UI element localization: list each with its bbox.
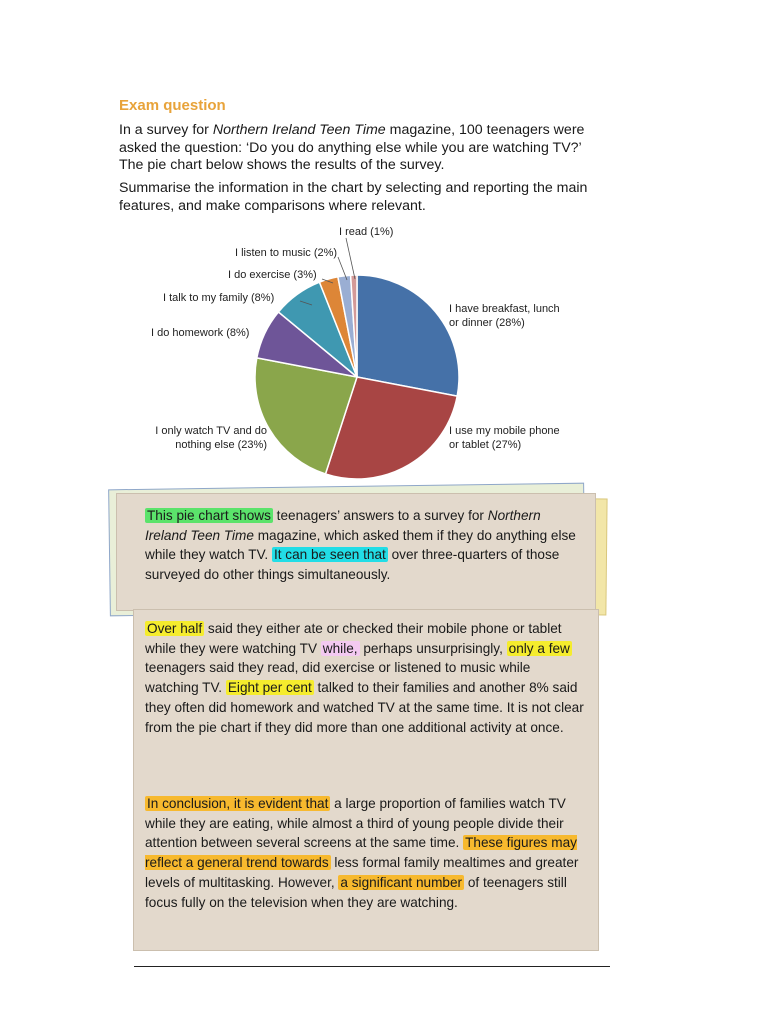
highlight-eight-per-cent: Eight per cent bbox=[227, 680, 312, 696]
label-watch-only-line2: nothing else (23%) bbox=[175, 439, 267, 451]
highlight-significant-number: a significant number bbox=[340, 874, 463, 890]
highlight-these-figures: These figures may reflect a general trend towards bbox=[145, 835, 577, 871]
label-breakfast-line1: I have breakfast, lunch bbox=[449, 303, 560, 315]
label-talk-family: I talk to my family (8%) bbox=[163, 292, 275, 304]
exam-instruction-text: Summarise the information in the chart by selecting and reporting the main features, and make comparisons where relevant. bbox=[119, 180, 588, 214]
highlight-in-conclusion: In conclusion, it is evident that bbox=[147, 796, 329, 811]
label-read: I read (1%) bbox=[339, 226, 394, 238]
answer-text: said they either ate or checked their mobile phone or tablet while they were watching TV bbox=[145, 621, 562, 656]
label-phone-line1: I use my mobile phone bbox=[449, 425, 560, 437]
label-phone-line2: or tablet (27%) bbox=[449, 439, 522, 451]
answer-text: magazine, which asked them if they do anything else while they watch TV. bbox=[145, 527, 576, 563]
pie-slice-1 bbox=[357, 275, 459, 396]
highlight-it-can-be-seen: It can be seen that bbox=[273, 547, 386, 563]
answer-paragraph-1 bbox=[145, 506, 585, 585]
magazine-title: Northern Ireland Teen Time bbox=[212, 122, 386, 138]
label-breakfast-line2: or dinner (28%) bbox=[449, 317, 525, 329]
answer-paragraph-2 bbox=[145, 619, 585, 737]
answer-text: talked to their families and another 8% said they often did homework and watched TV at the same time. It is not clear from the pie chart if they did more than one additional activity at once. bbox=[145, 680, 584, 735]
label-exercise: I do exercise (3%) bbox=[228, 269, 317, 281]
answer-text: a large proportion of families watch TV while they are eating, while almost a third of young people divide their attention between several screens at the same time. bbox=[145, 796, 566, 851]
exam-question-text bbox=[119, 122, 599, 175]
answer-text: less formal family mealtimes and greater levels of multitasking. However, bbox=[145, 855, 579, 890]
magazine-title-answer: Northern Ireland Teen Time bbox=[145, 508, 541, 543]
intro-text-b: magazine, 100 teenagers were asked the question: ‘Do you do anything else while you are watching TV?’ The pie chart below shows the results of the survey. bbox=[119, 122, 585, 173]
bottom-rule bbox=[134, 966, 610, 967]
answer-text: perhaps unsurprisingly, bbox=[359, 640, 507, 656]
answer-text: of teenagers still focus fully on the television when they are watching. bbox=[145, 874, 567, 910]
highlight-over-half: Over half bbox=[147, 621, 203, 636]
answer-paragraph-3 bbox=[145, 794, 585, 912]
pie-slices bbox=[255, 275, 459, 479]
highlight-only-a-few: only a few bbox=[508, 640, 570, 656]
intro-text-a: In a survey for bbox=[119, 122, 213, 138]
pie-chart bbox=[0, 215, 768, 485]
label-listen-music: I listen to music (2%) bbox=[235, 247, 338, 259]
label-homework: I do homework (8%) bbox=[151, 327, 250, 339]
answer-text: over three-quarters of those surveyed do other things simultaneously. bbox=[145, 547, 560, 583]
highlight-this-pie-chart-shows: This pie chart shows bbox=[147, 508, 271, 523]
label-watch-only-line1: I only watch TV and do bbox=[155, 425, 267, 437]
answer-text: teenagers’ answers to a survey for bbox=[272, 508, 488, 523]
exam-question-heading: Exam question bbox=[119, 97, 226, 114]
answer-text: teenagers said they read, did exercise or listened to music while watching TV. bbox=[145, 660, 531, 696]
highlight-while: while, bbox=[322, 640, 358, 656]
